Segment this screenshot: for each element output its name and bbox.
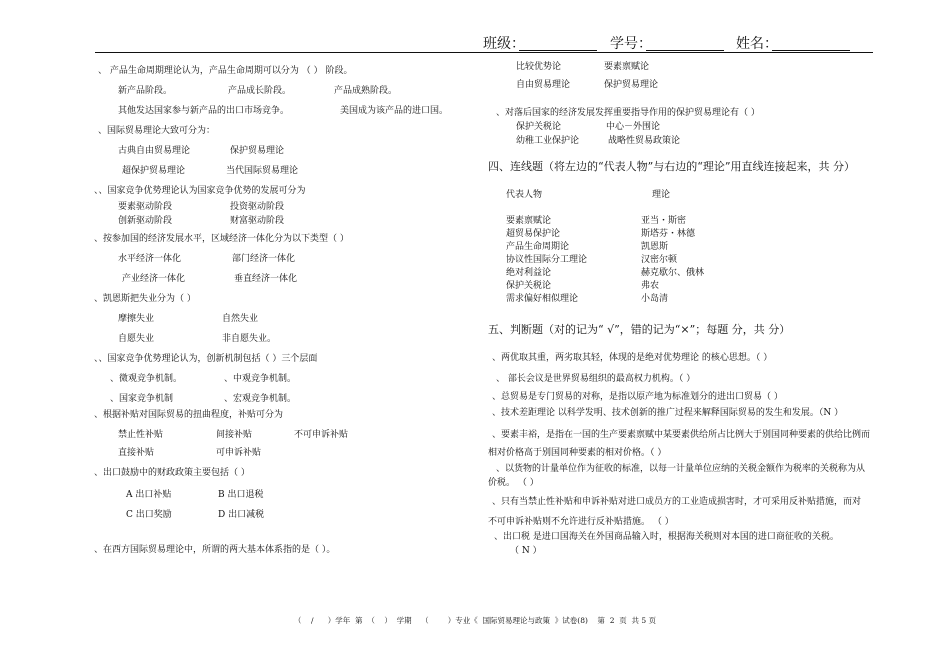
match-left-item: 要素禀赋论 xyxy=(506,216,552,226)
match-right-item: 斯塔芬・林德 xyxy=(641,229,696,239)
option: 要素禀赋论 xyxy=(604,62,650,72)
student-id-label: 学号： xyxy=(610,36,652,52)
match-right-item: 小岛清 xyxy=(641,294,669,304)
option: 、微观竞争机制。 xyxy=(110,374,183,384)
section-5-heading: 五、判断题（对的记为“ √”，错的记为“×”；每题 分，共 分） xyxy=(488,323,791,336)
question-2: 、国际贸易理论大致可分为： xyxy=(98,126,216,136)
page-footer: （ / ）学年 第 （ ） 学期 （ ）专业《 国际贸易理论与政策 》试卷(8) 第 2 页 共 5 页 xyxy=(293,616,657,625)
option: 古典自由贸易理论 xyxy=(118,146,191,156)
option: 摩擦失业 xyxy=(118,314,155,324)
col-header-theory: 理论 xyxy=(652,190,671,200)
option: 部门经济一体化 xyxy=(232,254,296,264)
question-4: 、按参加国的经济发展水平，区域经济一体化分为以下类型（ ） xyxy=(94,234,349,244)
question-8: 、出口鼓励中的财政政策主要包括（ ） xyxy=(94,468,250,478)
option: 幼稚工业保护论 xyxy=(516,136,580,146)
option: 保护关税论 xyxy=(516,122,562,132)
judge-6-cont: 价税。 （ ） xyxy=(488,478,539,488)
header-rule xyxy=(95,52,873,53)
option: 投资驱动阶段 xyxy=(230,202,285,212)
option: 、中观竞争机制。 xyxy=(224,374,297,384)
question-protect: 、对落后国家的经济发展发挥重要指导作用的保护贸易理论有（ ） xyxy=(496,108,760,118)
option: 自愿失业 xyxy=(118,334,155,344)
option: 当代国际贸易理论 xyxy=(226,166,299,176)
judge-5: 、要素丰裕，是指在一国的生产要素禀赋中某要素供给所占比例大于别国同种要素的供给比例而 xyxy=(492,430,871,440)
class-field[interactable] xyxy=(519,50,597,51)
match-right-item: 弗农 xyxy=(641,281,660,291)
judge-7-cont: 不可申诉补贴则不允许进行反补贴措施。 （ ） xyxy=(488,517,674,527)
option: 水平经济一体化 xyxy=(118,254,182,264)
match-left-item: 保护关税论 xyxy=(506,281,552,291)
question-3: 、、国家竞争优势理论认为国家竞争优势的发展可分为 xyxy=(94,186,306,196)
option: 比较优势论 xyxy=(516,62,562,72)
option: A 出口补贴 xyxy=(126,490,172,500)
judge-5-cont: 相对价格高于别国同种要素的相对价格。（ ） xyxy=(488,448,667,458)
option: 新产品阶段。 xyxy=(118,86,173,96)
match-right-item: 汉密尔顿 xyxy=(641,255,678,265)
match-left-item: 需求偏好相似理论 xyxy=(506,294,579,304)
name-label: 姓名： xyxy=(736,36,778,52)
judge-8-cont: （ N ） xyxy=(510,546,542,556)
judge-2: 、 部长会议是世界贸易组织的最高权力机构。（ ） xyxy=(496,374,696,384)
question-5: 、凯恩斯把失业分为（ ） xyxy=(94,294,196,304)
option: C 出口奖励 xyxy=(126,510,172,520)
option: 自然失业 xyxy=(222,314,259,324)
option: 保护贸易理论 xyxy=(604,80,659,90)
option: 间接补贴 xyxy=(216,430,253,440)
judge-7: 、只有当禁止性补贴和申诉补贴对进口成员方的工业造成损害时，才可采用反补贴措施，而对 xyxy=(492,497,862,507)
option: B 出口退税 xyxy=(218,490,264,500)
class-label: 班级： xyxy=(483,36,525,52)
match-right-item: 亚当・斯密 xyxy=(641,216,687,226)
judge-8: 、出口税 是进口国海关在外国商品输入时，根据海关税则对本国的进口商征收的关税。 xyxy=(494,532,839,542)
option: 产业经济一体化 xyxy=(122,274,186,284)
question-7: 、根据补贴对国际贸易的扭曲程度，补贴可分为 xyxy=(94,410,284,420)
match-left-item: 超贸易保护论 xyxy=(506,229,561,239)
col-header-figure: 代表人物 xyxy=(506,190,543,200)
question-9: 、在西方国际贸易理论中，所谓的两大基本体系指的是（ ）。 xyxy=(94,545,336,555)
option: 保护贸易理论 xyxy=(230,146,285,156)
option: 直接补贴 xyxy=(118,448,155,458)
option: 产品成熟阶段。 xyxy=(334,86,398,96)
judge-6: 、以货物的计量单位作为征收的标准，以每一计量单位应纳的关税金额作为税率的关税称为从 xyxy=(496,464,866,474)
option: 超保护贸易理论 xyxy=(122,166,186,176)
option: 要素驱动阶段 xyxy=(118,202,173,212)
match-left-item: 绝对利益论 xyxy=(506,268,552,278)
option: 产品成长阶段。 xyxy=(228,86,292,96)
match-left-item: 产品生命周期论 xyxy=(506,242,570,252)
judge-3: 、总贸易是专门贸易的对称，是指以原产地为标准划分的进出口贸易（ ） xyxy=(492,392,783,402)
option: 、宏观竞争机制。 xyxy=(224,394,297,404)
option: 垂直经济一体化 xyxy=(234,274,298,284)
option: 可申诉补贴 xyxy=(216,448,262,458)
option: 非自愿失业。 xyxy=(222,334,277,344)
match-right-item: 赫克歇尔、俄林 xyxy=(641,268,705,278)
name-field[interactable] xyxy=(772,50,850,51)
option: 中心－外围论 xyxy=(606,122,661,132)
option: 其他发达国家参与新产品的出口市场竞争。 xyxy=(118,106,290,116)
match-left-item: 协议性国际分工理论 xyxy=(506,255,588,265)
option: 创新驱动阶段 xyxy=(118,216,173,226)
option: 自由贸易理论 xyxy=(516,80,571,90)
option: 美国成为该产品的进口国。 xyxy=(340,106,449,116)
section-4-heading: 四、连线题（将左边的“代表人物”与右边的“理论”用直线连接起来，共 分） xyxy=(488,160,855,173)
judge-4: 、技术差距理论 以科学发明、技术创新的推广过程来解释国际贸易的发生和发展。（N ） xyxy=(492,408,844,418)
student-id-field[interactable] xyxy=(646,50,724,51)
option: 禁止性补贴 xyxy=(118,430,164,440)
question-1: 、 产品生命周期理论认为，产品生命周期可以分为 （ ） 阶段。 xyxy=(98,66,353,76)
option: 战略性贸易政策论 xyxy=(608,136,681,146)
option: 财富驱动阶段 xyxy=(230,216,285,226)
option: 不可申诉补贴 xyxy=(294,430,349,440)
judge-1: 、两优取其重，两劣取其轻，体现的是绝对优势理论 的核心思想。（ ） xyxy=(492,353,773,363)
option: D 出口减税 xyxy=(218,510,265,520)
question-6: 、、国家竞争优势理论认为，创新机制包括（ ）三个层面 xyxy=(94,354,318,364)
option: 、国家竞争机制 xyxy=(110,394,174,404)
match-right-item: 凯恩斯 xyxy=(641,242,669,252)
